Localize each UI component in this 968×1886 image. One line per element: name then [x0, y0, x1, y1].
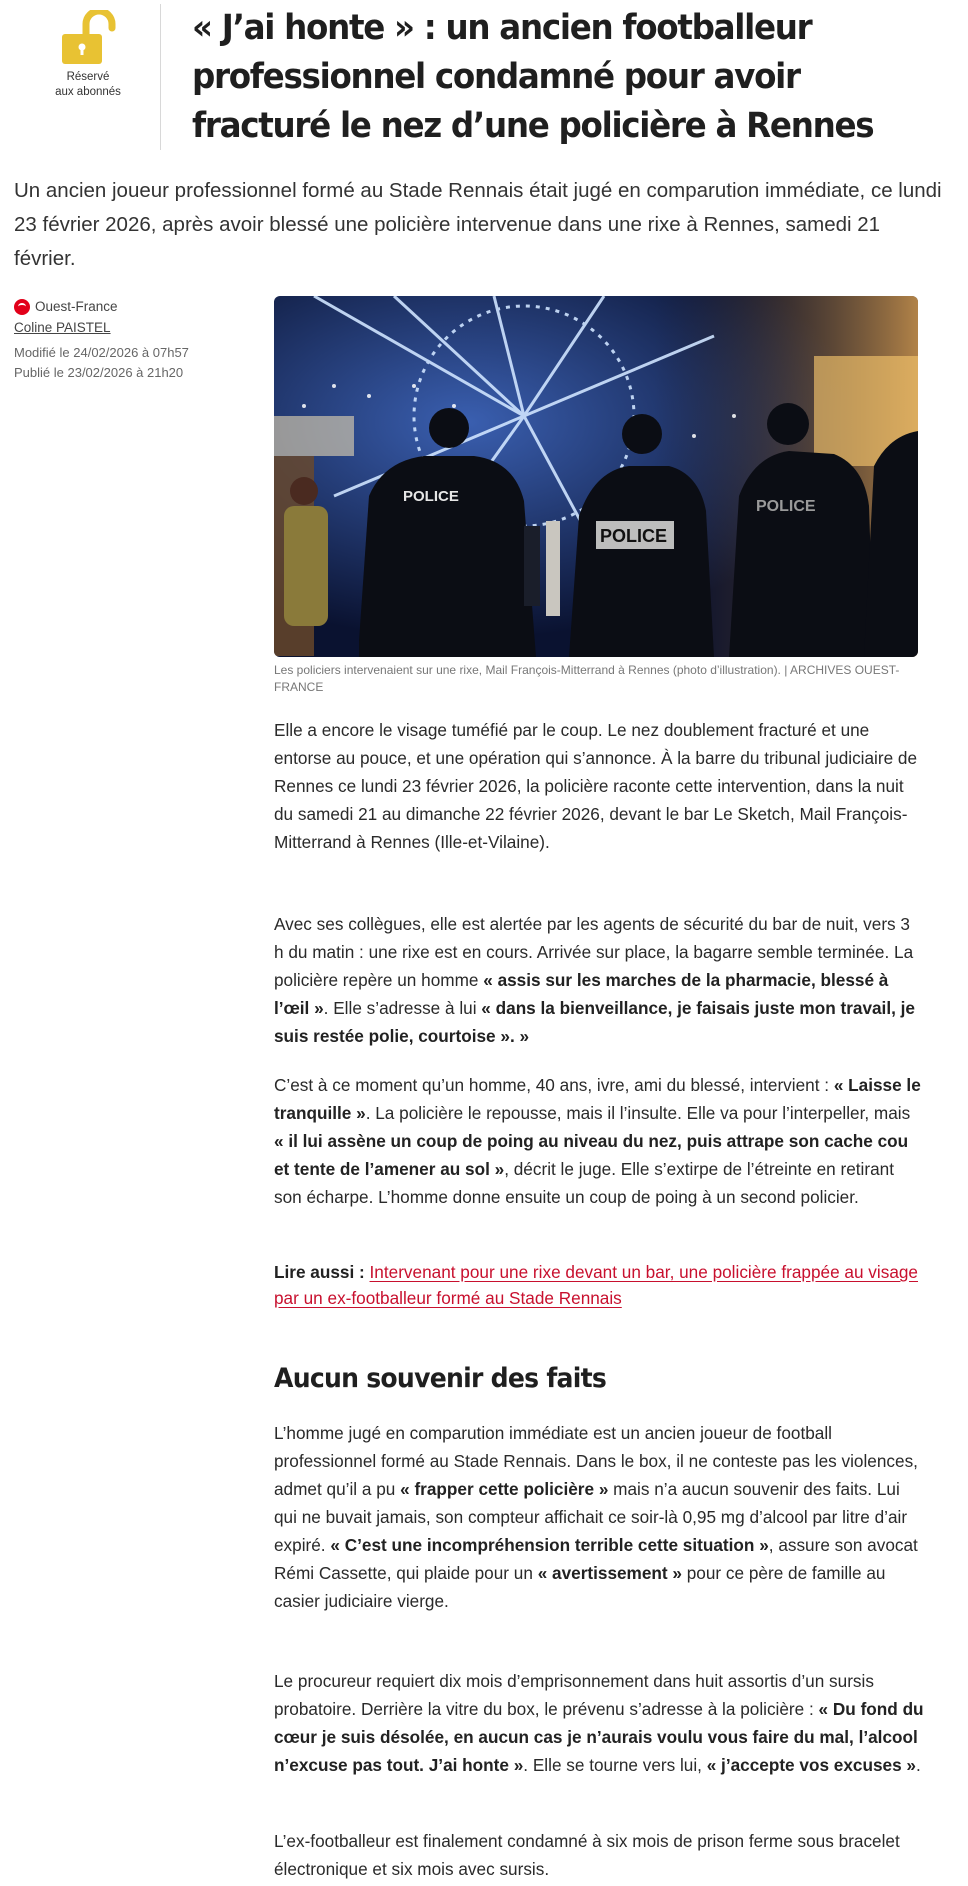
paragraph: L’ex-footballeur est finalement condamné à six mois de prison ferme sous bracelet électronique et six mois avec sursis.: [274, 1831, 900, 1879]
quote: « Du fond du cœur je suis désolée, en aucun cas je n’aurais voulu vous faire du mal, l’alcool n’excuse pas tout. J’ai honte »: [274, 1699, 924, 1775]
header-divider: [160, 4, 161, 150]
text: L’homme jugé en comparution immédiate est un ancien joueur de football professionnel formé au Stade Rennais. Dans le box, il ne conteste pas les violences, admet qu’il a pu: [274, 1423, 918, 1499]
article-header: [0, 0, 968, 152]
paragraph: [274, 910, 924, 1050]
section-heading: Aucun souvenir des faits: [274, 1363, 607, 1394]
quote: « assis sur les marches de la pharmacie, blessé à l’œil »: [274, 970, 889, 1018]
text: mais n’a aucun souvenir des faits. Lui qui ne buvait jamais, son compteur affichait ce soir-là 0,95 mg d’alcool par litre d’air expiré.: [274, 1479, 908, 1555]
published-date: Publié le 23/02/2026 à 21h20: [14, 365, 184, 380]
article-meta: [14, 296, 254, 383]
read-also-link[interactable]: Intervenant pour une rixe devant un bar, une policière frappée au visage par un ex-footballeur formé au Stade Rennais: [274, 1262, 918, 1308]
subscriber-badge-label-1: Réservé: [66, 71, 110, 83]
open-lock-icon: [56, 10, 120, 66]
source-name: Ouest-France: [35, 299, 118, 314]
subscriber-badge: [40, 10, 136, 100]
paragraph: [274, 1071, 924, 1211]
page-title: « J’ai honte » : un ancien footballeur professionnel condamné pour avoir fracturé le nez d’une policière à Rennes: [192, 8, 874, 146]
subscriber-badge-label-2: aux abonnés: [55, 86, 121, 98]
text: . La policière le repousse, mais il l’insulte. Elle va pour l’interpeller, mais: [365, 1103, 911, 1123]
police-label-3: POLICE: [756, 498, 816, 515]
police-night-market-image: [274, 296, 918, 657]
text: . Elle se tourne vers lui,: [523, 1755, 707, 1775]
police-label-1: POLICE: [403, 488, 459, 505]
photo-caption: Les policiers intervenaient sur une rixe, Mail François-Mitterrand à Rennes (photo d’illustration). | ARCHIVES OUEST-FRANCE: [274, 663, 900, 694]
quote: « frapper cette policière »: [400, 1479, 609, 1499]
text: , assure son avocat Rémi Cassette, qui plaide pour un: [274, 1535, 918, 1583]
paragraph: Elle a encore le visage tuméfié par le coup. Le nez doublement fracturé et une entorse au pouce, et une opération qui s’annonce. À la barre du tribunal judiciaire de Rennes ce lundi 23 février 2026, la policière raconte cette intervention, dans la nuit du samedi 21 au dimanche 22 février 2026, devant le bar Le Sketch, Mail François-Mitterrand à Rennes (Ille-et-Vilaine).: [274, 720, 918, 852]
quote: « dans la bienveillance, je faisais juste mon travail, je suis restée polie, courtoise ». »: [274, 998, 915, 1046]
quote: « il lui assène un coup de poing au niveau du nez, puis attrape son cache cou et tente de l’amener au sol »: [274, 1131, 909, 1179]
text: Avec ses collègues, elle est alertée par les agents de sécurité du bar de nuit, vers 3 h du matin : une rixe est en cours. Arrivée sur place, la bagarre semble terminée. La policière repère un homme: [274, 914, 914, 990]
text: C’est à ce moment qu’un homme, 40 ans, ivre, ami du blessé, intervient :: [274, 1075, 834, 1095]
article-photo: [274, 296, 918, 657]
modified-date: Modifié le 24/02/2026 à 07h57: [14, 345, 189, 360]
quote: « Laisse le tranquille »: [274, 1075, 921, 1123]
quote: « avertissement »: [537, 1563, 682, 1583]
quote: « j’accepte vos excuses »: [706, 1755, 916, 1775]
text: .: [915, 1755, 921, 1775]
source: [14, 296, 254, 317]
ouest-france-logo-icon: [14, 299, 30, 315]
read-also-label: Lire aussi :: [274, 1262, 365, 1282]
paragraph: [274, 1419, 924, 1615]
text: Le procureur requiert dix mois d’emprisonnement dans huit assortis d’un sursis probatoire. Derrière la vitre du box, le prévenu s’adresse à la policière :: [274, 1671, 874, 1719]
paragraph: [274, 1667, 924, 1779]
text: . Elle s’adresse à lui: [323, 998, 482, 1018]
text: , décrit le juge. Elle s’extirpe de l’étreinte en retirant son écharpe. L’homme donne ensuite un coup de poing à un second policier.: [274, 1159, 894, 1207]
text: pour ce père de famille au casier judiciaire vierge.: [274, 1563, 886, 1611]
article-lead: Un ancien joueur professionnel formé au Stade Rennais était jugé en comparution immédiate, ce lundi 23 février 2026, après avoir blessé une policière intervenue dans une rixe à Rennes, samedi 21 février.: [14, 179, 942, 270]
read-also: [274, 1259, 924, 1311]
quote: « C’est une incompréhension terrible cette situation »: [330, 1535, 769, 1555]
author-link[interactable]: Coline PAISTEL: [14, 320, 111, 335]
police-label-2: POLICE: [600, 526, 668, 546]
